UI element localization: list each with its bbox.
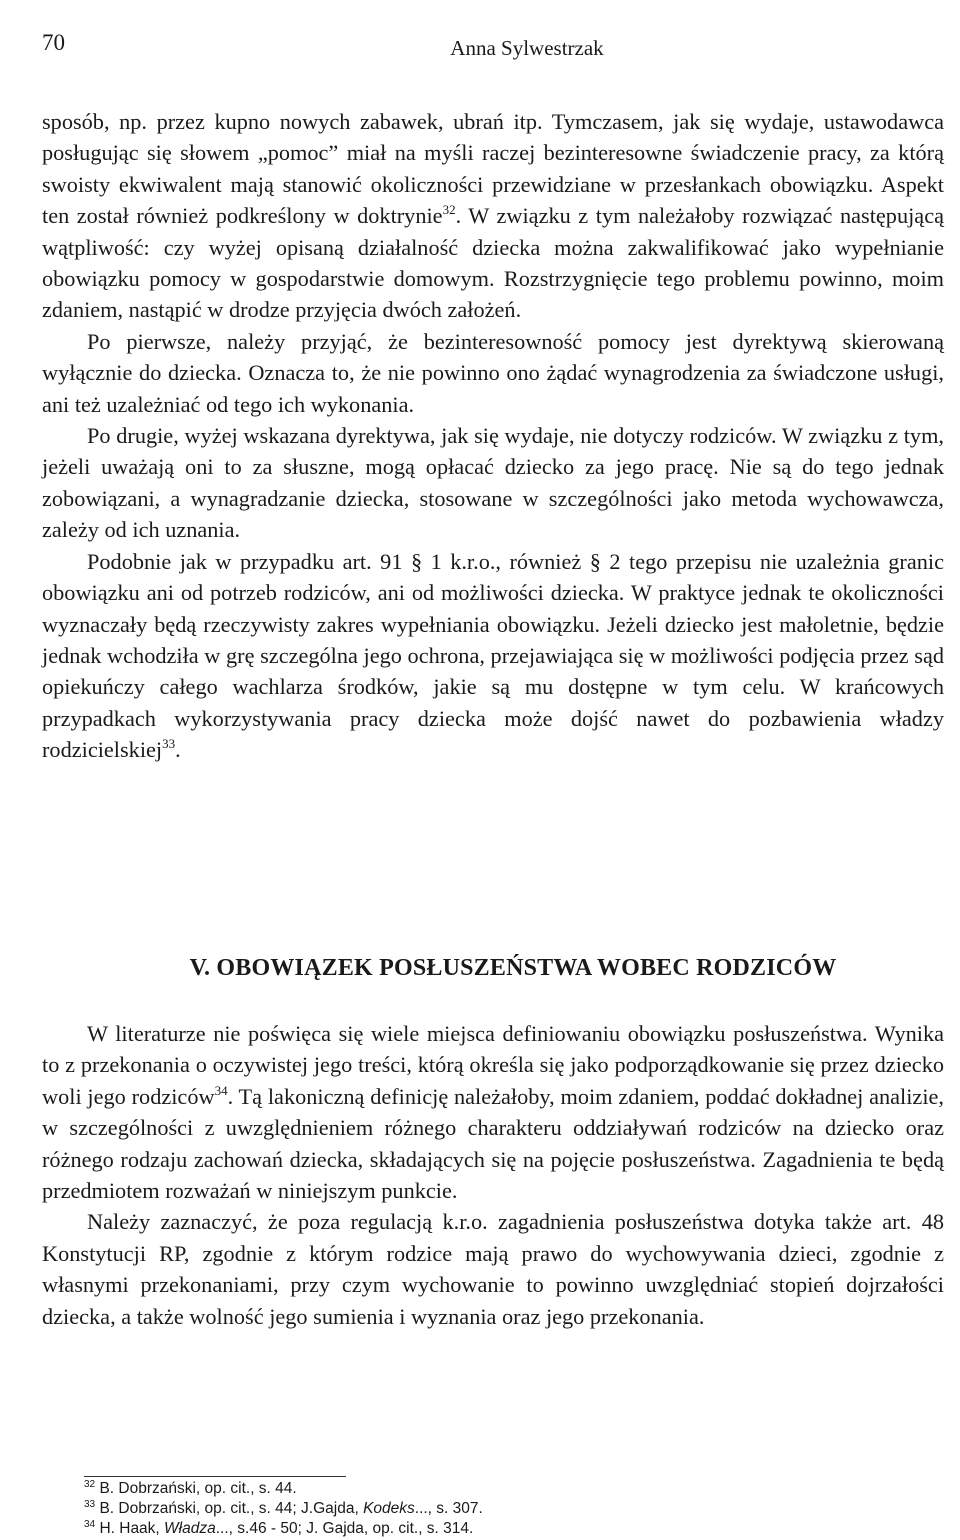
footnote-text-a: B. Dobrzański, op. cit., s. 44; J.Gajda, — [99, 1500, 364, 1517]
footnote-ref-34: 34 — [214, 1082, 228, 1098]
footnote-text-a: H. Haak, — [99, 1520, 165, 1537]
page-header — [42, 0, 942, 76]
footnote-title: Kodeks — [363, 1500, 415, 1517]
footnote-divider — [84, 1476, 346, 1477]
paragraph-4-text-a: Podobnie jak w przypadku art. 91 § 1 k.r.o., również § 2 tego przepisu nie uzależnia granic obowiązku ani od potrzeb rodziców, ani od możliwości dziecka. W praktyce jednak te okoliczności wyznaczały będą rzeczywisty zakres wypełniania obowiązku. Jeżeli dziecko jest małoletnie, będzie jednak wchodziła w grę szczególna jego ochrona, przejawiająca się w możliwości podjęcia przez sąd opiekuńczy całego wachlarza środków, jakie są mu dostępne w tym celu. W krańcowych przypadkach wykorzystywania pracy dziecka może dojść nawet do pozbawienia władzy rodzicielskiej — [42, 548, 944, 763]
running-head: Anna Sylwestrzak — [450, 36, 604, 60]
paragraph-6: Należy zaznaczyć, że poza regulacją k.r.o. zagadnienia posłuszeństwa dotyka także art. 48 Konstytucji RP, zgodnie z którym rodzice mają prawo do wychowywania dzieci, zgodnie z własnymi przekonaniami, przy czym wychowanie to powinno uwzględniać stopień dojrzałości dziecka, a także wolność jego sumienia i wyznania oraz jego przekonania. — [42, 1209, 944, 1329]
paragraph-4-text-b: . — [175, 737, 181, 763]
paragraph-5-text-b: . Tą lakoniczną definicję należałoby, moim zdaniem, poddać dokładnej analizie, w szczególności z uwzględnieniem różnego charakteru oddziaływań rodziców na dziecko oraz różnego rodzaju zachowań dziecka, składających się na pojęcie posłuszeństwa. Zagadnienia te będą przedmiotem rozważań w niniejszym punkcie. — [42, 1083, 944, 1204]
footnotes — [84, 1479, 944, 1539]
footnote-32 — [84, 1479, 944, 1499]
body-text — [42, 106, 944, 766]
footnote-number: 34 — [84, 1519, 96, 1530]
section-title: V. OBOWIĄZEK POSŁUSZEŃSTWA WOBEC RODZICÓW — [189, 955, 837, 981]
paragraph-5-text-a: W literaturze nie poświęca się wiele miejsca definiowaniu obowiązku posłuszeństwa. Wynika to z przekonania o oczywistej jego treści, którą określa się jako podporządkowanie się przez dziecko woli jego rodziców — [42, 1021, 944, 1109]
page-number: 70 — [42, 30, 65, 55]
paragraph-4 — [42, 546, 944, 766]
footnote-title: Władza — [164, 1520, 216, 1537]
footnote-number: 33 — [84, 1499, 96, 1510]
paragraph-2: Po pierwsze, należy przyjąć, że bezinteresowność pomocy jest dyrektywą skierowaną wyłącznie do dziecka. Oznacza to, że nie powinno ono żądać wynagrodzenia za świadczone usługi, ani też uzależniać od tego ich wykonania. — [42, 328, 944, 417]
body-text-section-v — [42, 1018, 944, 1332]
footnote-number: 32 — [84, 1479, 96, 1490]
footnote-text-b: ..., s.46 - 50; J. Gajda, op. cit., s. 314. — [215, 1520, 474, 1537]
paragraph-5 — [42, 1018, 944, 1206]
paragraph-1-text-a: sposób, np. przez kupno nowych zabawek, ubrań itp. Tymczasem, jak się wydaje, ustawodawca posługując się słowem „pomoc” miał na myśli raczej bezinteresowne świadczenie pracy, za którą swoisty ekwiwalent mają stanowić okoliczności przewidziane w przesłankach obowiązku. Aspekt ten został również podkreślony w doktrynie — [42, 109, 944, 229]
paragraph-1-text-b: . W związku z tym należałoby rozwiązać następującą wątpliwość: czy wyżej opisaną działalność dziecka można zakwalifikować jako wypełnianie obowiązku pomocy w gospodarstwie domowym. Rozstrzygnięcie tego problemu powinno, moim zdaniem, nastąpić w drodze przyjęcia dwóch założeń. — [42, 203, 944, 323]
footnote-text: B. Dobrzański, op. cit., s. 44. — [99, 1480, 297, 1497]
paragraph-1 — [42, 106, 944, 326]
footnote-34 — [84, 1519, 944, 1539]
footnote-ref-33: 33 — [162, 736, 176, 752]
footnote-text-b: ..., s. 307. — [414, 1500, 483, 1517]
footnote-33 — [84, 1499, 944, 1519]
footnote-ref-32: 32 — [442, 202, 456, 218]
paragraph-3: Po drugie, wyżej wskazana dyrektywa, jak się wydaje, nie dotyczy rodziców. W związku z tym, jeżeli uważają oni to za słuszne, mogą opłacać dziecko za jego pracę. Nie są do tego jednak zobowiązani, a wynagradzanie dziecka, stosowane w szczególności jako metoda wychowawcza, zależy od ich uznania. — [42, 423, 944, 543]
